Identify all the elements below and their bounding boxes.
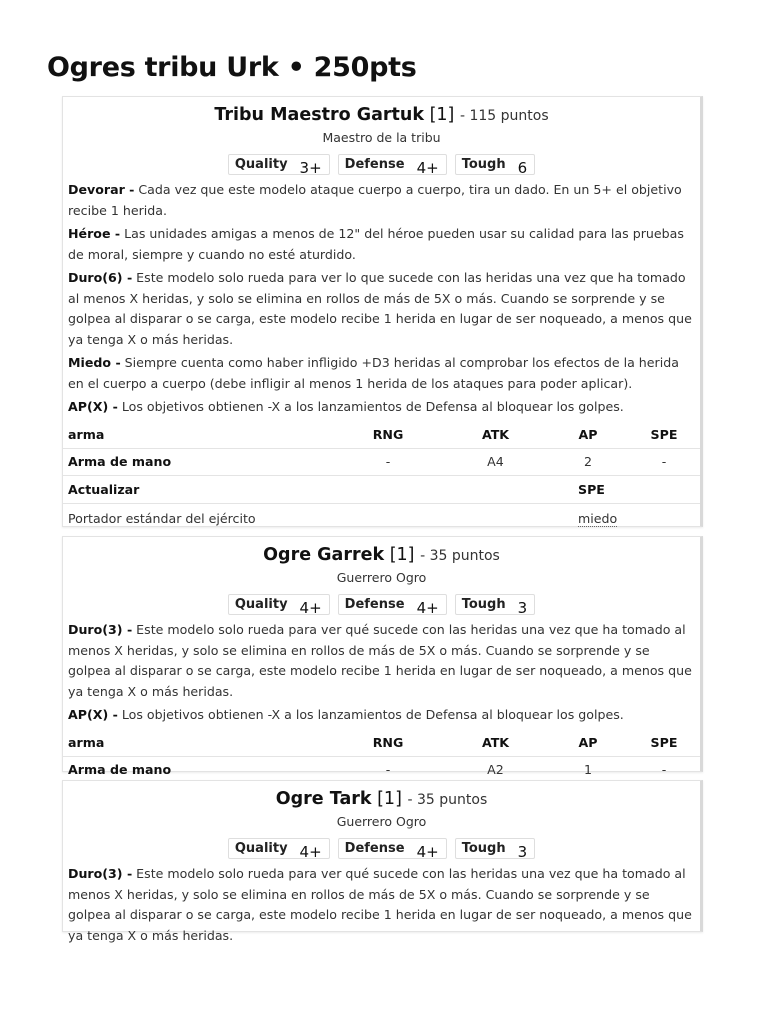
rule-text: Este modelo solo rueda para ver lo que sucede con las heridas una vez que ha tomado al menos X heridas, y solo se elimina en rollos de más de 5X o más. Cuando se sorprende y se golpea al disparar o se carga, este modelo recibe 1 herida en lugar de ser noqueado, a menos que ya tenga X o más heridas.	[68, 270, 692, 347]
rule-text: Este modelo solo rueda para ver qué sucede con las heridas una vez que ha tomado al menos X heridas, y solo se elimina en rollos de más de 5X o más. Cuando se sorprende y se golpea al disparar o se carga, este modelo recibe 1 herida en lugar de ser noqueado, a menos que ya tenga X o más heridas.	[68, 866, 692, 943]
special-rules	[63, 859, 700, 946]
weapon-name: Arma de mano	[63, 448, 333, 475]
upgrade-name: Portador estándar del ejército	[68, 511, 256, 526]
unit-count: [1]	[389, 545, 415, 565]
tough-label: Tough	[461, 597, 506, 612]
tough-value: 3	[517, 598, 528, 617]
page-title: Ogres tribu Urk • 250pts	[47, 52, 417, 83]
tough-value: 6	[517, 158, 528, 177]
weapon-rng: -	[333, 448, 443, 475]
tough-label: Tough	[461, 841, 506, 856]
weapon-spe: -	[628, 756, 700, 783]
table-row	[63, 756, 700, 783]
col-ap: AP	[578, 734, 598, 750]
unit-count: [1]	[429, 105, 455, 125]
unit-title	[63, 788, 700, 811]
rule-name: Duro(6) -	[68, 270, 133, 285]
rule-duro	[68, 620, 694, 702]
tough-stat	[455, 154, 535, 175]
weapon-spe: -	[628, 448, 700, 475]
rule-duro	[68, 864, 694, 946]
weapon-ap: 2	[548, 448, 628, 475]
quality-value: 3+	[299, 158, 322, 177]
unit-card-gartuk	[62, 96, 703, 527]
quality-stat	[228, 154, 330, 175]
upgrades-header-row	[63, 475, 700, 503]
col-spe: SPE	[650, 734, 678, 750]
stat-row	[63, 594, 700, 615]
col-atk: ATK	[481, 426, 510, 442]
col-spe: SPE	[650, 426, 678, 442]
unit-name: Tribu Maestro Gartuk	[214, 105, 424, 125]
rule-text: Este modelo solo rueda para ver qué sucede con las heridas una vez que ha tomado al menos X heridas, y solo se elimina en rollos de más de 5X o más. Cuando se sorprende y se golpea al disparar o se carga, este modelo recibe 1 herida en lugar de ser noqueado, a menos que ya tenga X o más heridas.	[68, 622, 692, 699]
weapon-atk: A4	[443, 448, 548, 475]
rule-ap	[68, 705, 694, 726]
defense-label: Defense	[344, 841, 405, 856]
tough-label: Tough	[461, 157, 506, 172]
unit-title	[63, 544, 700, 567]
rule-name: Duro(3) -	[68, 622, 133, 637]
unit-card-tark	[62, 780, 703, 943]
defense-label: Defense	[344, 157, 405, 172]
rule-name: Devorar -	[68, 182, 135, 197]
rule-name: AP(X) -	[68, 707, 118, 722]
col-rng: RNG	[372, 734, 404, 750]
col-atk: ATK	[481, 734, 510, 750]
unit-role: Guerrero Ogro	[336, 570, 427, 585]
unit-points: - 35 puntos	[407, 792, 488, 808]
defense-value: 4+	[416, 842, 439, 861]
unit-role: Guerrero Ogro	[336, 814, 427, 829]
unit-header	[63, 781, 700, 859]
rule-text: Los objetivos obtienen -X a los lanzamientos de Defensa al bloquear los golpes.	[117, 399, 624, 414]
table-row	[63, 448, 700, 475]
weapon-name: Arma de mano	[63, 756, 333, 783]
tough-stat	[455, 838, 535, 859]
col-arma: arma	[68, 734, 105, 750]
tough-value: 3	[517, 842, 528, 861]
quality-label: Quality	[234, 597, 288, 612]
weapons-table	[63, 421, 700, 475]
rule-ap	[68, 397, 694, 418]
upgrades-header: Actualizar	[68, 481, 140, 497]
rule-heroe	[68, 224, 694, 265]
weapons-header-row	[63, 421, 700, 449]
rule-duro	[68, 268, 694, 350]
weapons-header-row	[63, 729, 700, 757]
tough-stat	[455, 594, 535, 615]
rule-name: AP(X) -	[68, 399, 118, 414]
defense-value: 4+	[416, 158, 439, 177]
weapon-ap: 1	[548, 756, 628, 783]
defense-stat	[338, 154, 447, 175]
quality-value: 4+	[299, 842, 322, 861]
rule-text: Las unidades amigas a menos de 12" del héroe pueden usar su calidad para las pruebas de moral, siempre y cuando no esté aturdido.	[68, 226, 684, 262]
col-arma: arma	[68, 426, 105, 442]
unit-points: - 35 puntos	[420, 548, 500, 564]
quality-stat	[228, 838, 330, 859]
quality-stat	[228, 594, 330, 615]
defense-stat	[338, 838, 447, 859]
rule-text: Los objetivos obtienen -X a los lanzamientos de Defensa al bloquear los golpes.	[117, 707, 624, 722]
unit-count: [1]	[377, 789, 402, 809]
defense-label: Defense	[344, 597, 405, 612]
rule-text: Cada vez que este modelo ataque cuerpo a cuerpo, tira un dado. En un 5+ el objetivo recibe 1 herida.	[68, 182, 682, 218]
unit-name: Ogre Garrek	[263, 545, 385, 565]
stat-row	[63, 154, 700, 175]
rule-name: Miedo -	[68, 355, 121, 370]
rule-miedo	[68, 353, 694, 394]
unit-points: - 115 puntos	[459, 108, 549, 124]
unit-role: Maestro de la tribu	[322, 130, 441, 145]
quality-label: Quality	[234, 841, 288, 856]
quality-label: Quality	[234, 157, 288, 172]
weapons-table	[63, 729, 700, 783]
upgrades-spe-header: SPE	[578, 481, 605, 497]
rule-text: Siempre cuenta como haber infligido +D3 heridas al comprobar los efectos de la herida en el cuerpo a cuerpo (debe infligir al menos 1 herida de los ataques para poder aplicar).	[68, 355, 679, 391]
defense-stat	[338, 594, 447, 615]
weapon-rng: -	[333, 756, 443, 783]
upgrade-spe-link[interactable]: miedo	[578, 511, 618, 526]
quality-value: 4+	[299, 598, 322, 617]
rule-name: Duro(3) -	[68, 866, 133, 881]
unit-header	[63, 97, 700, 175]
col-ap: AP	[578, 426, 598, 442]
rule-devorar	[68, 180, 694, 221]
defense-value: 4+	[416, 598, 439, 617]
stat-row	[63, 838, 700, 859]
unit-header	[63, 537, 700, 615]
upgrade-row	[63, 503, 700, 534]
rule-name: Héroe -	[68, 226, 121, 241]
weapon-atk: A2	[443, 756, 548, 783]
special-rules	[63, 615, 700, 726]
col-rng: RNG	[372, 426, 404, 442]
unit-name: Ogre Tark	[275, 789, 372, 809]
unit-card-garrek	[62, 536, 703, 777]
special-rules	[63, 175, 700, 418]
unit-title	[63, 104, 700, 127]
